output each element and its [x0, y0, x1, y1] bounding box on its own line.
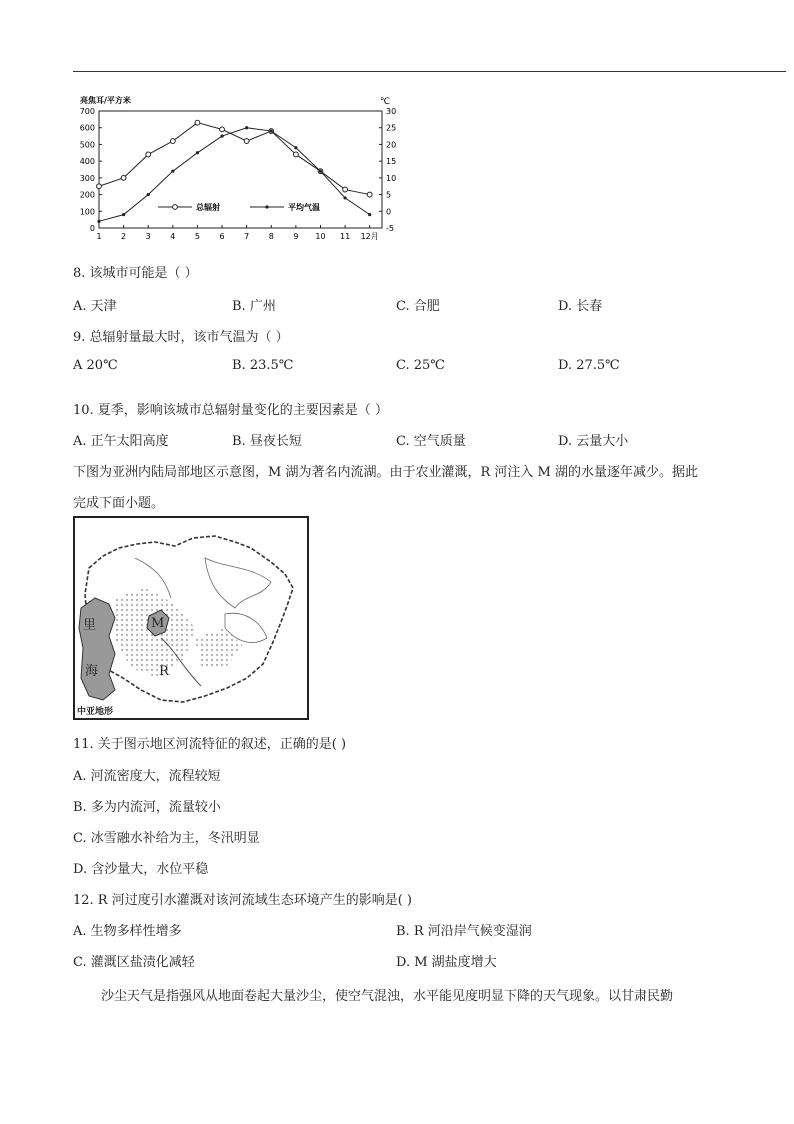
temperature-point — [97, 220, 100, 223]
intro-line-2: 完成下面小题。 — [73, 496, 165, 511]
q12-option-a[interactable]: A. 生物多样性增多 — [73, 924, 182, 939]
radiation-point — [220, 127, 225, 132]
x-tick-label: 3 — [145, 232, 151, 241]
q9-stem: 9. 总辐射量最大时，该市气温为（ ） — [73, 330, 289, 345]
q11-option-a[interactable]: A. 河流密度大，流程较短 — [73, 769, 221, 784]
q12-option-c[interactable]: C. 灌溉区盐渍化减轻 — [73, 955, 195, 970]
left-tick-label: 0 — [89, 224, 95, 233]
q9-option-b[interactable]: B. 23.5℃ — [232, 358, 294, 373]
x-tick-label: 8 — [268, 232, 274, 241]
radiation-point — [343, 187, 348, 192]
radiation-point — [195, 120, 200, 125]
temperature-point — [147, 193, 150, 196]
radiation-point — [170, 139, 175, 144]
right-axis-label: ℃ — [380, 97, 391, 107]
temperature-point — [196, 151, 199, 154]
x-tick-label: 7 — [244, 232, 250, 241]
q8-option-d[interactable]: D. 长春 — [558, 299, 603, 314]
temperature-point — [368, 213, 371, 216]
temperature-point — [245, 126, 248, 129]
x-tick-label: 11 — [339, 232, 351, 241]
map-label-hai: 海 — [85, 664, 99, 679]
desert-area-2 — [195, 628, 243, 668]
left-tick-label: 100 — [79, 207, 95, 217]
x-tick-label: 2 — [121, 232, 127, 241]
x-tick-label: 12月 — [360, 232, 379, 241]
map-caption: 中亚地形 — [77, 707, 114, 717]
q12-option-d[interactable]: D. M 湖盐度增大 — [396, 955, 497, 970]
temperature-point — [270, 129, 273, 132]
left-tick-label: 500 — [79, 140, 95, 150]
q8-stem: 8. 该城市可能是（ ） — [73, 266, 198, 281]
q10-option-a[interactable]: A. 正午太阳高度 — [73, 434, 169, 449]
q8-option-c[interactable]: C. 合肥 — [396, 299, 440, 314]
radiation-point — [367, 192, 372, 197]
left-axis-label: 亮焦耳/平方米 — [80, 96, 131, 105]
right-tick-label: 5 — [386, 190, 392, 200]
q8-option-a[interactable]: A. 天津 — [73, 299, 117, 314]
q10-option-b[interactable]: B. 昼夜长短 — [232, 434, 302, 449]
plot-frame — [99, 111, 382, 228]
right-tick-label: 20 — [386, 140, 397, 150]
temperature-point — [294, 146, 297, 149]
x-tick-label: 5 — [194, 232, 200, 241]
right-tick-label: 30 — [386, 107, 397, 116]
left-tick-label: 600 — [79, 123, 95, 133]
temperature-point — [343, 196, 346, 199]
q11-option-d[interactable]: D. 含沙量大，水位平稳 — [73, 862, 209, 877]
right-tick-label: -5 — [386, 224, 394, 233]
intro-line-1: 下图为亚洲内陆局部地区示意图，M 湖为著名内流湖。由于农业灌溉，R 河注入 M 湖的水量逐年减少。据此 — [73, 465, 698, 480]
legend-label-temperature: 平均气温 — [288, 203, 320, 212]
q8-option-b[interactable]: B. 广州 — [232, 299, 276, 314]
temperature-point — [122, 213, 125, 216]
legend-marker-temperature — [265, 205, 268, 208]
series-line-0 — [99, 123, 370, 195]
series-line-1 — [99, 128, 370, 222]
x-tick-label: 1 — [96, 232, 102, 241]
q11-stem: 11. 关于图示地区河流特征的叙述，正确的是( ) — [73, 737, 347, 752]
q11-option-c[interactable]: C. 冰雪融水补给为主，冬汛明显 — [73, 831, 260, 846]
trailing-paragraph: 沙尘天气是指强风从地面卷起大量沙尘，使空气混浊，水平能见度明显下降的天气现象。以甘肃民勤 — [101, 989, 674, 1004]
left-tick-label: 400 — [79, 157, 95, 167]
q10-option-d[interactable]: D. 云量大小 — [558, 434, 629, 449]
central-asia-map — [73, 516, 309, 720]
radiation-point — [293, 152, 298, 157]
chart-svg — [68, 94, 408, 250]
header-rule — [73, 71, 786, 72]
q9-option-d[interactable]: D. 27.5℃ — [558, 358, 620, 373]
x-tick-label: 4 — [170, 232, 176, 241]
right-tick-label: 10 — [386, 173, 397, 183]
map-label-li: 里 — [83, 618, 97, 633]
q9-option-a[interactable]: A 20℃ — [73, 358, 118, 373]
q9-option-c[interactable]: C. 25℃ — [396, 358, 445, 373]
right-tick-label: 15 — [386, 157, 397, 167]
right-tick-label: 0 — [386, 207, 392, 217]
q11-option-b[interactable]: B. 多为内流河，流量较小 — [73, 800, 221, 815]
q10-option-c[interactable]: C. 空气质量 — [396, 434, 466, 449]
map-label-r: R — [159, 664, 169, 679]
radiation-point — [146, 152, 151, 157]
left-tick-label: 300 — [79, 173, 95, 183]
map-label-m: M — [151, 616, 165, 631]
map-drawing — [75, 518, 307, 718]
left-tick-label: 700 — [79, 107, 95, 116]
legend-label-radiation: 总辐射 — [196, 203, 220, 212]
radiation-point — [97, 184, 102, 189]
mountain-contour — [205, 558, 271, 608]
legend-marker-radiation — [173, 205, 178, 210]
x-tick-label: 6 — [219, 232, 225, 241]
x-tick-label: 9 — [293, 232, 299, 241]
x-tick-label: 10 — [315, 232, 326, 241]
radiation-point — [121, 175, 126, 180]
q10-stem: 10. 夏季，影响该城市总辐射量变化的主要因素是（ ） — [73, 403, 388, 418]
temperature-point — [319, 170, 322, 173]
left-tick-label: 200 — [79, 190, 95, 200]
q12-stem: 12. R 河过度引水灌溉对该河流域生态环境产生的影响是( ) — [73, 893, 413, 908]
radiation-point — [244, 139, 249, 144]
right-tick-label: 25 — [386, 123, 397, 133]
q12-option-b[interactable]: B. R 河沿岸气候变湿润 — [396, 924, 532, 939]
temperature-point — [220, 134, 223, 137]
radiation-temperature-chart — [68, 94, 408, 250]
temperature-point — [171, 170, 174, 173]
